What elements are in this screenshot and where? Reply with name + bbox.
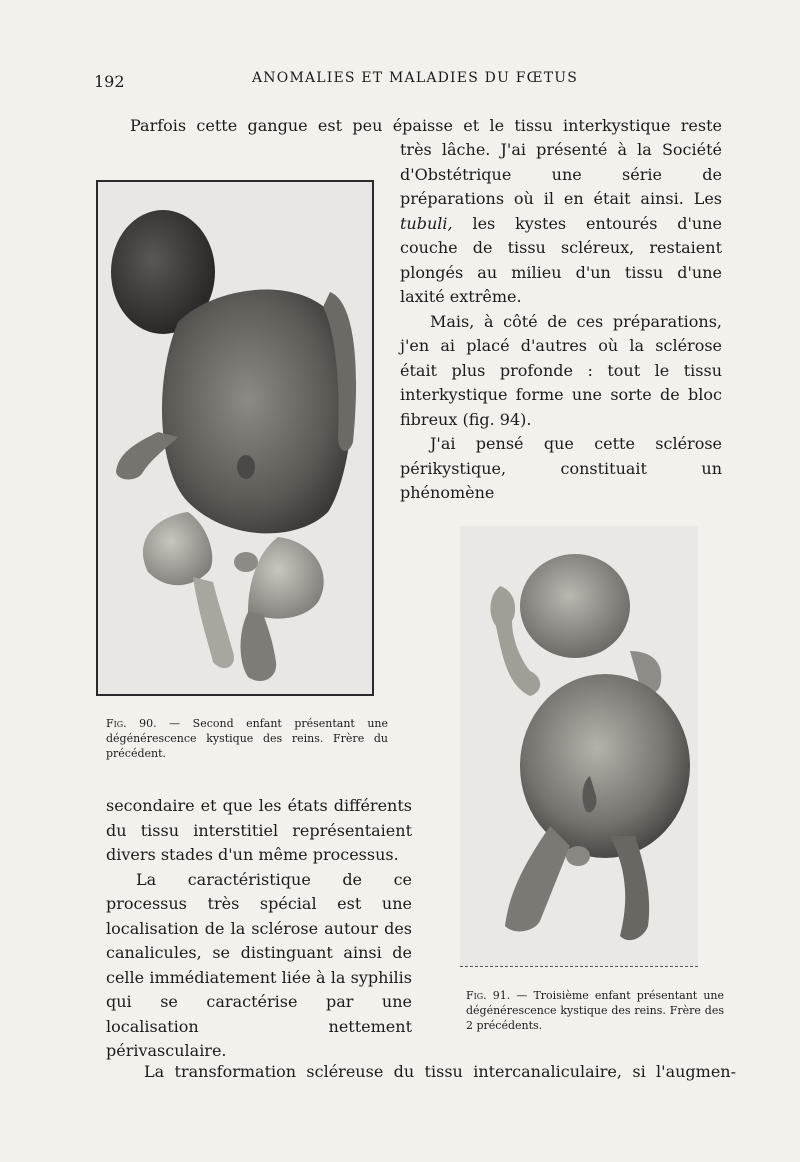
- page-number: 192: [94, 72, 125, 91]
- running-header: ANOMALIES ET MALADIES DU FŒTUS: [252, 70, 579, 86]
- figure-90-photo: [96, 180, 374, 696]
- paragraph-1-first-line: Parfois cette gangue est peu épaisse et le tissu interkystique reste: [130, 116, 722, 135]
- figure-91-label: Fig. 91.: [466, 989, 511, 1002]
- paragraph-3: J'ai pensé que cette sclérose périkystique, constituait un phénomène: [400, 434, 722, 502]
- right-column-top: [400, 138, 722, 506]
- figure-reference: (fig. 94).: [462, 409, 532, 429]
- figure-90-caption: Fig. 90. — Second enfant présentant une dégénérescence kystique des reins. Frère du précédent.: [106, 717, 389, 760]
- left-column-bottom: [106, 794, 412, 1064]
- paragraph-1-continued: très lâche. J'ai présenté à la Société d'Obstétrique une série de préparations où il en était ainsi. Les tubuli, les kystes entourés d'une couche de tissu scléreux, restaient plongés au milieu d'un tissu d'une laxité extrême.: [400, 140, 722, 306]
- paragraph-5: La transformation scléreuse du tissu intercanaliculaire, si l'augmen-: [144, 1062, 736, 1081]
- figure-91-caption: Fig. 91. — Troisième enfant présentant une dégénérescence kystique des reins. Frère des 2 précédents.: [466, 989, 724, 1032]
- paragraph-2: Mais, à côté de ces préparations, j'en ai placé d'autres où la sclérose était plus profonde : tout le tissu interkystique forme une sorte de bloc fibreux (fig. 94).: [400, 311, 722, 429]
- infant-photo-figure-90: [98, 182, 372, 694]
- paragraph-3-continued: secondaire et que les états différents du tissu interstitiel représentaient divers stades d'un même processus.: [106, 796, 412, 864]
- figure-90-label: Fig. 90.: [106, 717, 157, 730]
- infant-photo-figure-91: [460, 526, 698, 966]
- paragraph-4: La caractéristique de ce processus très spécial est une localisation de la sclérose autour des canalicules, se distinguant ainsi de celle immédiatement liée à la syphilis qui se caractérise par une localisation nettement périvasculaire.: [106, 869, 412, 1060]
- italic-term: tubuli,: [400, 213, 453, 233]
- figure-91-photo: [460, 526, 698, 967]
